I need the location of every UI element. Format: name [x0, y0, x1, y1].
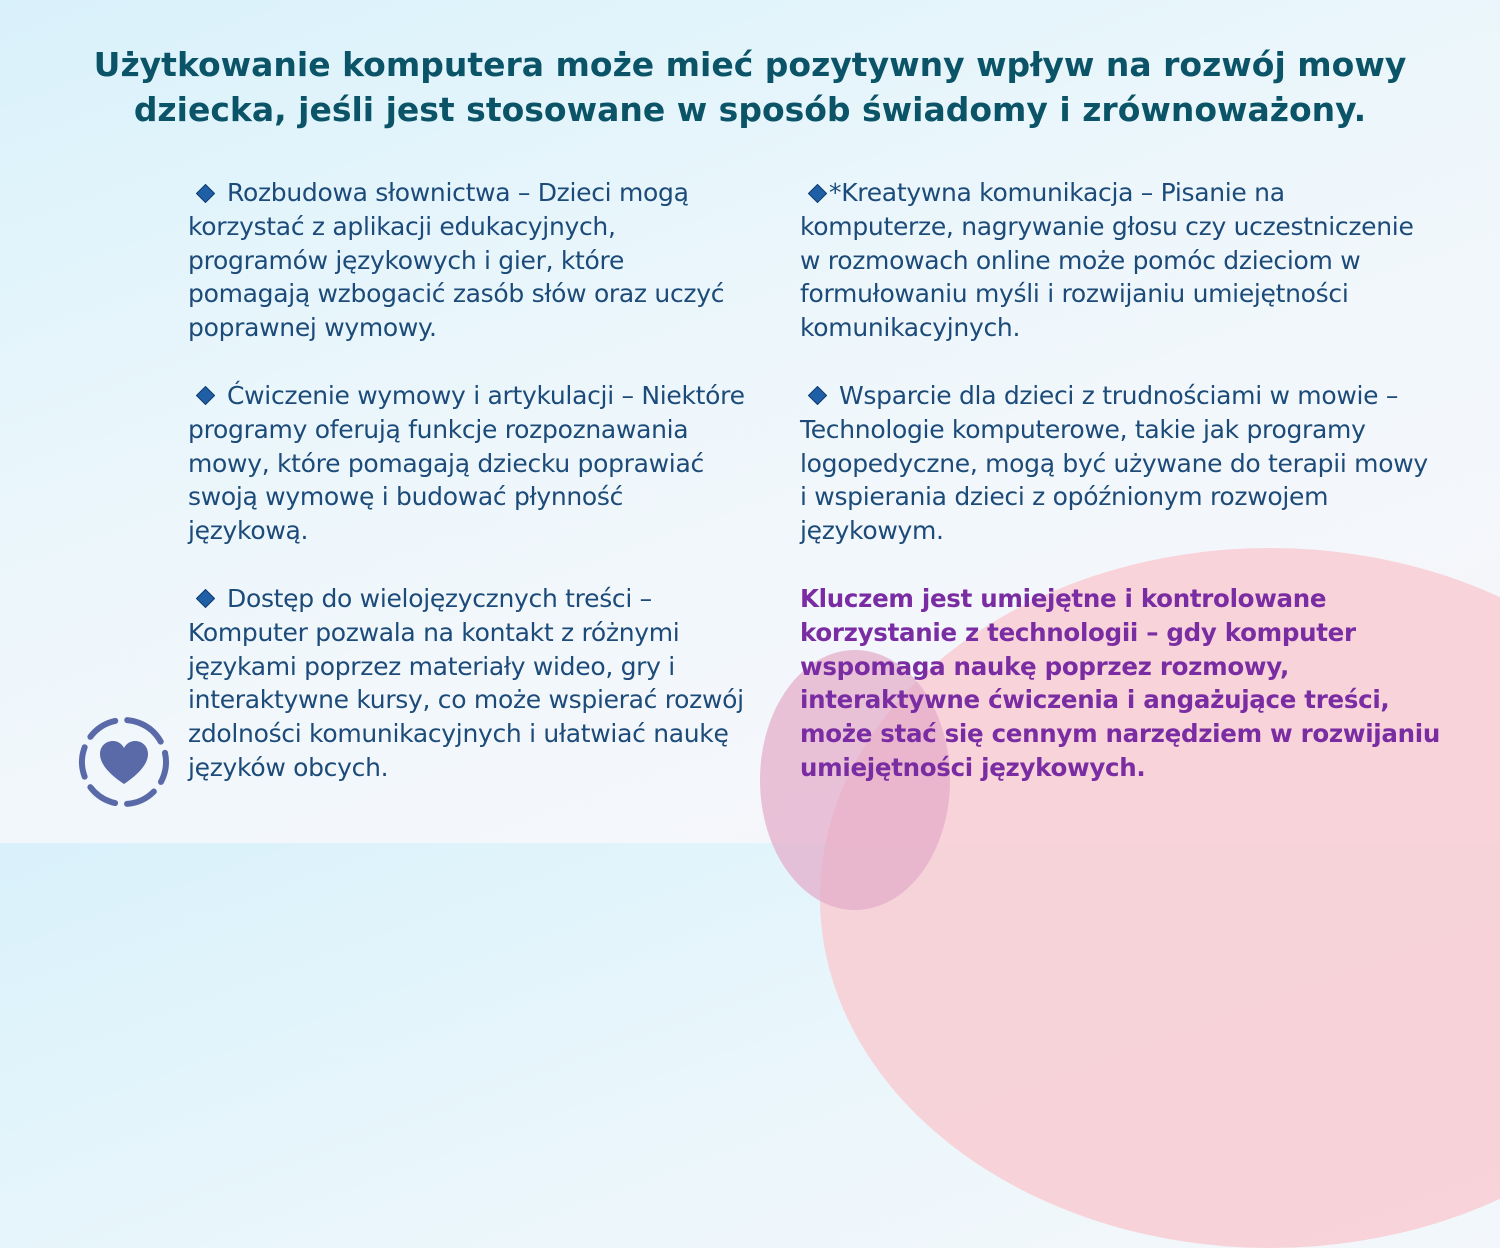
diamond-bullet-icon	[196, 184, 215, 203]
slide-title: Użytkowanie komputera może mieć pozytywny wpływ na rozwój mowy dziecka, jeśli jest stosowane w sposób świadomy i zrównoważony.	[93, 45, 1407, 129]
right-column	[800, 176, 1440, 785]
bullet-item	[188, 176, 748, 345]
diamond-bullet-icon	[808, 184, 827, 203]
bullet-item	[188, 379, 748, 548]
left-column	[188, 176, 748, 819]
bullet-text: Rozbudowa słownictwa – Dzieci mogą korzystać z aplikacji edukacyjnych, programów językowych i gier, które pomagają wzbogacić zasób słów oraz uczyć poprawnej wymowy.	[188, 178, 725, 343]
heart-circle-logo-icon	[76, 714, 172, 810]
diamond-bullet-icon	[196, 386, 215, 405]
bullet-text: *Kreatywna komunikacja – Pisanie na komputerze, nagrywanie głosu czy uczestniczenie w rozmowach online może pomóc dzieciom w formułowaniu myśli i rozwijaniu umiejętności komunikacyjnych.	[800, 178, 1414, 343]
bullet-text: Ćwiczenie wymowy i artykulacji – Niektóre programy oferują funkcje rozpoznawania mowy, które pomagają dziecku poprawiać swoją wymowę i budować płynność językową.	[188, 380, 745, 546]
bullet-item	[800, 379, 1440, 548]
bullet-text: Dostęp do wielojęzycznych treści – Komputer pozwala na kontakt z różnymi językami poprzez materiały wideo, gry i interaktywne kursy, co może wspierać rozwój zdolności komunikacyjnych i ułatwiać naukę języków obcych.	[188, 583, 744, 782]
diamond-bullet-icon	[808, 386, 827, 405]
bullet-text: Wsparcie dla dzieci z trudnościami w mowie – Technologie komputerowe, takie jak programy logopedyczne, mogą być używane do terapii mowy i wspierania dzieci z opóźnionym rozwojem językowym.	[800, 380, 1428, 546]
diamond-bullet-icon	[196, 589, 215, 608]
conclusion-text: Kluczem jest umiejętne i kontrolowane korzystanie z technologii – gdy komputer wspomaga naukę poprzez rozmowy, interaktywne ćwiczenia i angażujące treści, może stać się cennym narzędziem w rozwijaniu umiejętności językowych.	[800, 583, 1441, 782]
bullet-item	[188, 582, 748, 785]
bullet-item	[800, 176, 1440, 345]
